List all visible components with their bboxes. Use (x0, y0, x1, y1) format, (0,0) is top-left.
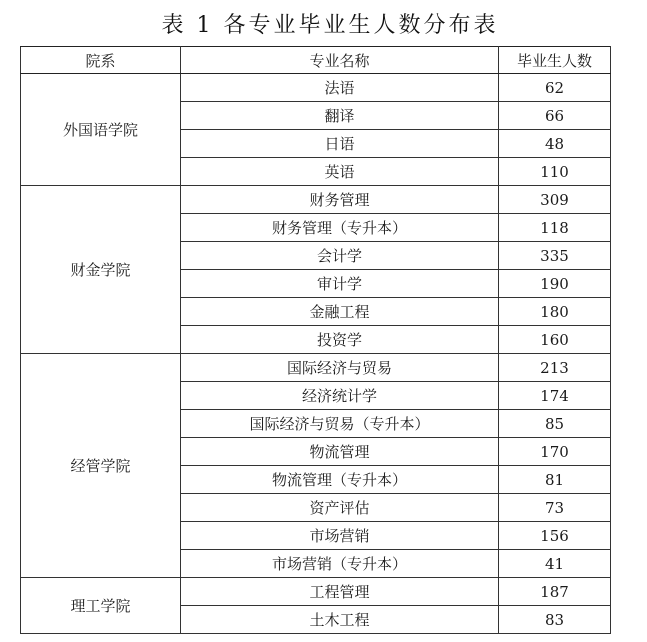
count-cell: 83 (499, 606, 611, 634)
count-cell: 190 (499, 270, 611, 298)
count-cell: 335 (499, 242, 611, 270)
major-cell: 财务管理 (181, 186, 499, 214)
major-cell: 审计学 (181, 270, 499, 298)
department-cell: 外国语学院 (21, 74, 181, 186)
table-row (21, 354, 611, 382)
major-cell: 经济统计学 (181, 382, 499, 410)
table-row (21, 74, 611, 102)
major-cell: 物流管理（专升本） (181, 466, 499, 494)
major-cell: 英语 (181, 158, 499, 186)
header-count: 毕业生人数 (499, 47, 611, 74)
count-cell: 66 (499, 102, 611, 130)
major-cell: 财务管理（专升本） (181, 214, 499, 242)
header-major: 专业名称 (181, 47, 499, 74)
table-row (21, 578, 611, 606)
count-cell: 85 (499, 410, 611, 438)
department-cell: 财金学院 (21, 186, 181, 354)
major-cell: 市场营销（专升本） (181, 550, 499, 578)
count-cell: 187 (499, 578, 611, 606)
major-cell: 国际经济与贸易（专升本） (181, 410, 499, 438)
count-cell: 62 (499, 74, 611, 102)
major-cell: 金融工程 (181, 298, 499, 326)
count-cell: 180 (499, 298, 611, 326)
major-cell: 物流管理 (181, 438, 499, 466)
major-cell: 投资学 (181, 326, 499, 354)
count-cell: 118 (499, 214, 611, 242)
count-cell: 156 (499, 522, 611, 550)
department-cell: 经管学院 (21, 354, 181, 578)
major-cell: 工程管理 (181, 578, 499, 606)
count-cell: 48 (499, 130, 611, 158)
major-cell: 资产评估 (181, 494, 499, 522)
major-cell: 土木工程 (181, 606, 499, 634)
count-cell: 81 (499, 466, 611, 494)
count-cell: 41 (499, 550, 611, 578)
graduates-table (20, 46, 611, 634)
count-cell: 309 (499, 186, 611, 214)
table-body (21, 74, 611, 634)
count-cell: 160 (499, 326, 611, 354)
major-cell: 市场营销 (181, 522, 499, 550)
header-department: 院系 (21, 47, 181, 74)
count-cell: 110 (499, 158, 611, 186)
major-cell: 法语 (181, 74, 499, 102)
major-cell: 翻译 (181, 102, 499, 130)
major-cell: 会计学 (181, 242, 499, 270)
count-cell: 213 (499, 354, 611, 382)
count-cell: 174 (499, 382, 611, 410)
table-row (21, 186, 611, 214)
count-cell: 170 (499, 438, 611, 466)
major-cell: 日语 (181, 130, 499, 158)
table-header-row (21, 47, 611, 74)
count-cell: 73 (499, 494, 611, 522)
major-cell: 国际经济与贸易 (181, 354, 499, 382)
department-cell: 理工学院 (21, 578, 181, 634)
table-title: 表 1 各专业毕业生人数分布表 (161, 13, 499, 38)
